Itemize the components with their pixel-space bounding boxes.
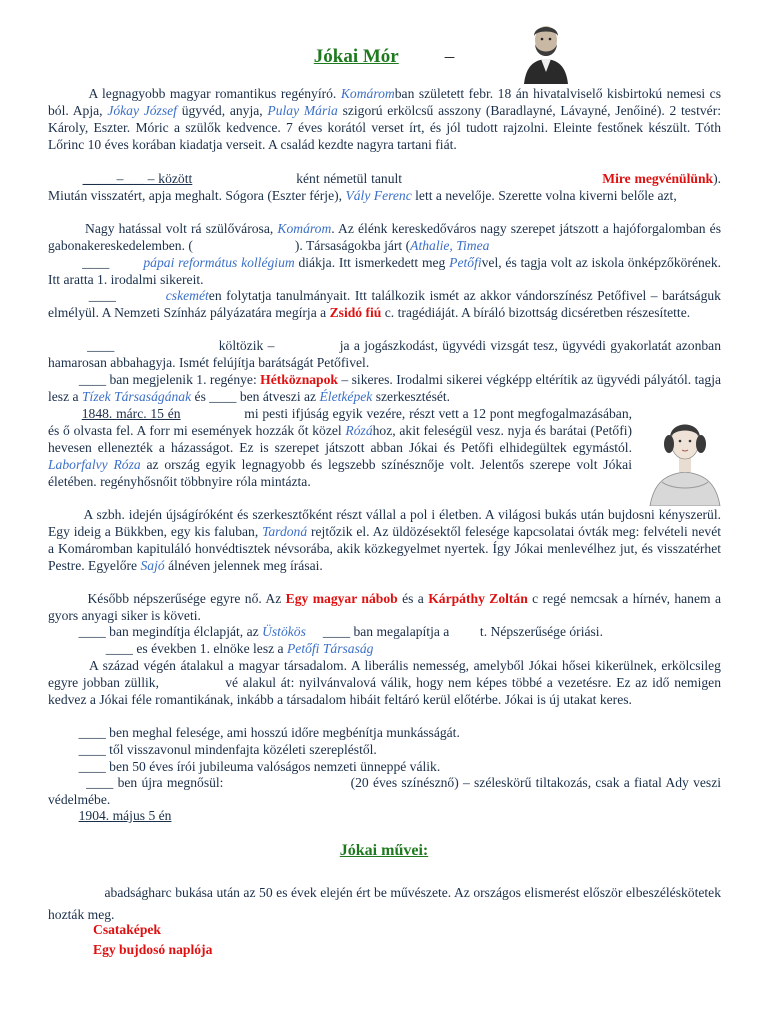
text-run: vel, és tagja volt az iskola önképzőkörének. Itt aratta 1. irodalmi sikereit. xyxy=(48,255,722,287)
text-run: lett a nevelője. Szerette volna kiverni belőle azt, xyxy=(415,187,677,203)
work-item: Csataképek xyxy=(93,922,161,937)
text-run: az ország egyik legnagyobb és legszebb színésznője volt. Jelentős szerepe volt Jókai életében. regényhősnőit többnyire róla mintázta. xyxy=(48,456,632,489)
list-item: ____ ben meghal felesége, ami hosszú időre megbénítja munkásságát. xyxy=(78,725,460,740)
paragraph-8 xyxy=(48,406,632,491)
highlight-komarom: Komárom xyxy=(340,86,395,101)
paragraph-14 xyxy=(48,725,721,776)
paragraph-15 xyxy=(48,775,721,809)
title-karpathy-zoltan: Kárpáthy Zoltán xyxy=(428,591,528,606)
intro-paragraph xyxy=(48,86,721,154)
man-portrait-icon xyxy=(520,14,572,84)
highlight-tizek: Tízek Társaságának xyxy=(81,388,192,404)
text-run: ügyvéd, anyja, xyxy=(181,102,263,118)
highlight-sajo: Sajó xyxy=(140,557,165,573)
text-run: mi pesti ifjúság egyik vezére, részt vett a 12 pont megfogalmazásában, és ő olvasta fel. A forr mi események hozzák őt közel xyxy=(48,406,633,438)
highlight-father: Jókay József xyxy=(107,102,177,118)
title-egy-magyar-nabob: Egy magyar nábob xyxy=(285,591,398,606)
text-run: A század végén átalakul a magyar társadalom. A liberális nemesség, amelyből Jókai hősei kikerülnek, erkölcsileg egyre jobban züllik, xyxy=(48,658,721,690)
text-run: vé alakul át: nyilvánvalová válik, hogy nem képes többé a vezetésre. Ez az idő nemigen kedvez a Jókai féle romantikának, inkább a társadalom hibáit feltáró kerül előtérbe. Jókai is új utakat keres. xyxy=(48,674,722,707)
title-dash: – xyxy=(444,46,455,67)
paragraph-4 xyxy=(48,255,721,289)
text-run: ____ xyxy=(87,338,115,353)
paragraph-9 xyxy=(48,507,721,575)
text-run: Nagy hatással volt rá szülővárosa, xyxy=(85,221,274,236)
text-run: . Az élénk kereskedőváros nagy szerepet játszott a hajóforgalomban és gabonakereskedelemben. ( xyxy=(48,221,721,253)
paragraph-10 xyxy=(48,591,721,625)
text-run: – sikeres. Irodalmi sikerei végképp eltérítik az ügyvédi pályától. tagja lesz a xyxy=(48,372,722,404)
highlight-petofi-tarsasag: Petőfi Társaság xyxy=(286,641,374,656)
highlight-valy: Vály Ferenc xyxy=(345,187,412,203)
paragraph-16 xyxy=(48,808,721,825)
text-run: hoz, akit feleségül vesz. nyja és barátai (Petőfi) hevesen ellenezték a házasságot. Ez is szerepet játszott abban Jókai és Petőfi elhidegültek egymástól. xyxy=(48,422,633,455)
text-run: költözik – xyxy=(218,338,275,353)
text-run: ban született febr. 18 án hivatalviselő kisbirtokú nemesi cs ból. Apja, xyxy=(48,86,721,118)
text-run: diákja. Itt ismerkedett meg xyxy=(298,255,446,270)
text-run: A legnagyobb magyar romantikus regényíró. xyxy=(88,86,337,101)
text-run: ). Társaságokba járt ( xyxy=(294,237,411,253)
paragraph-2 xyxy=(48,171,721,205)
text-run: és a xyxy=(402,591,424,606)
date-1848: 1848. márc. 15 én xyxy=(81,406,181,421)
paragraph-13 xyxy=(48,658,721,709)
highlight-ustokos: Üstökös xyxy=(262,624,306,639)
text-run: c. tragédiáját. A bíráló bizottság dicséretben részesítette. xyxy=(384,304,691,320)
text-run: abadságharc bukása után az 50 es évek elején ért be művészete. Az országos elismerést először elbeszéléskötetek hozták meg. xyxy=(48,885,721,922)
works-title: Jókai művei: xyxy=(339,842,429,859)
highlight-kecskemet: cskemét xyxy=(165,288,209,303)
highlight-mother: Pulay Mária xyxy=(267,102,338,118)
text-run: ). Miután visszatért, apja meghalt. Sógora (Eszter férje), xyxy=(48,171,722,203)
text-run: ____ ben újra megnősül: xyxy=(86,775,224,790)
text-run: _____–___ – között xyxy=(82,171,193,186)
work-item: Egy bujdosó naplója xyxy=(93,942,213,957)
title-zsido-fiu: Zsidó fiú xyxy=(329,304,382,320)
text-run: (20 éves színésznő) – széleskörű tiltakozás, csak a fiatal Ady veszi védelmébe. xyxy=(48,775,722,807)
text-run: t. Népszerűsége óriási. xyxy=(479,624,603,639)
woman-portrait-icon xyxy=(642,404,728,506)
highlight-athalie: Athalie, Timea xyxy=(410,237,490,253)
works-intro xyxy=(48,882,721,926)
text-run: ____ ban megindítja élclapját, az xyxy=(78,624,259,639)
title-mire-megvenulunk: Mire megvénülünk xyxy=(602,171,714,186)
text-run: ként németül tanult xyxy=(296,171,403,186)
title-text: Jókai Mór xyxy=(313,46,399,67)
highlight-laborfalvy: Laborfalvy Róza xyxy=(48,456,141,472)
highlight-eletkepek: Életképek xyxy=(319,388,373,404)
text-run: rejtőzik el. Az üldözésektől felesége kapcsolatai óvták meg: felvételi nevét a Komáromban kapituláló honvédtisztek névsorába, akik közkegyelmet nyertek. Így Jókai menlevélhez jut, és visszatérhet Pestre. Egyelőre xyxy=(48,523,722,573)
text-run: ja a jogászkodást, ügyvédi vizsgát tesz, ügyvédi gyakorlatát azonban hamarosan abbahagyja. Ismét felújítja barátságát Petőfivel. xyxy=(48,338,722,370)
paragraph-3 xyxy=(48,221,721,255)
highlight-petofi: Petőfi xyxy=(449,255,482,270)
text-run: A szbh. idején újságíróként és szerkesztőként részt vállal a pol i életben. A világosi bukás után bujdosni kényszerül. Egy ideig a Bükkben, egy kis faluban, xyxy=(48,507,721,539)
list-item: ____ től visszavonul mindenfajta közéleti szerepléstől. xyxy=(78,741,377,757)
text-run: c regé nemcsak a hírnév, hanem a gyors anyagi siker is követi. xyxy=(48,591,722,623)
list-item: ____ ben 50 éves írói jubileuma valóságos nemzeti ünneppé válik. xyxy=(78,758,441,774)
text-run: álnéven jelennek meg írásai. xyxy=(168,557,323,573)
paragraph-11 xyxy=(48,624,721,641)
text-run: ____ xyxy=(88,288,116,303)
text-run: ____ xyxy=(82,255,110,270)
text-run: Később népszerűsége egyre nő. Az xyxy=(87,591,282,606)
highlight-roza: Rózá xyxy=(345,422,373,438)
paragraph-6 xyxy=(48,338,721,372)
page-title xyxy=(0,46,768,68)
highlight-komarom-2: Komárom xyxy=(277,221,332,236)
text-run: ____ es években 1. elnöke lesz a xyxy=(105,641,284,656)
title-hetkoznapok: Hétköznapok xyxy=(260,372,338,387)
text-run: szerkesztését. xyxy=(375,388,451,404)
date-1904: 1904. május 5 én xyxy=(78,808,172,823)
highlight-papai: pápai református kollégium xyxy=(143,255,295,270)
highlight-tardona: Tardoná xyxy=(262,523,308,539)
text-run: ____ ban megalapítja a xyxy=(322,624,450,639)
text-run: szigorú erkölcsű asszony (Baradlayné, Lávayné, Jenőiné). 2 testvér: Károly, Eszter. Móric a szülők kedvence. 7 éves korától verset írt, és jól tudott rajzolni. Eleinte festőnek készült. Tóth Lőrinc 10 éves korában kiadatja verseit. A család kezdte nagyra tartani fiát. xyxy=(48,102,722,152)
paragraph-7 xyxy=(48,372,721,406)
text-run: ____ ban megjelenik 1. regénye: xyxy=(78,372,257,387)
text-run: en folytatja tanulmányait. Itt találkozik ismét az akkor vándorszínész Petőfivel – barátságuk elmélyül. A Nemzeti Színház pályázatára megírja a xyxy=(48,288,721,320)
paragraph-12 xyxy=(48,641,721,658)
paragraph-5 xyxy=(48,288,721,322)
text-run: és ____ ben átveszi az xyxy=(194,388,317,404)
